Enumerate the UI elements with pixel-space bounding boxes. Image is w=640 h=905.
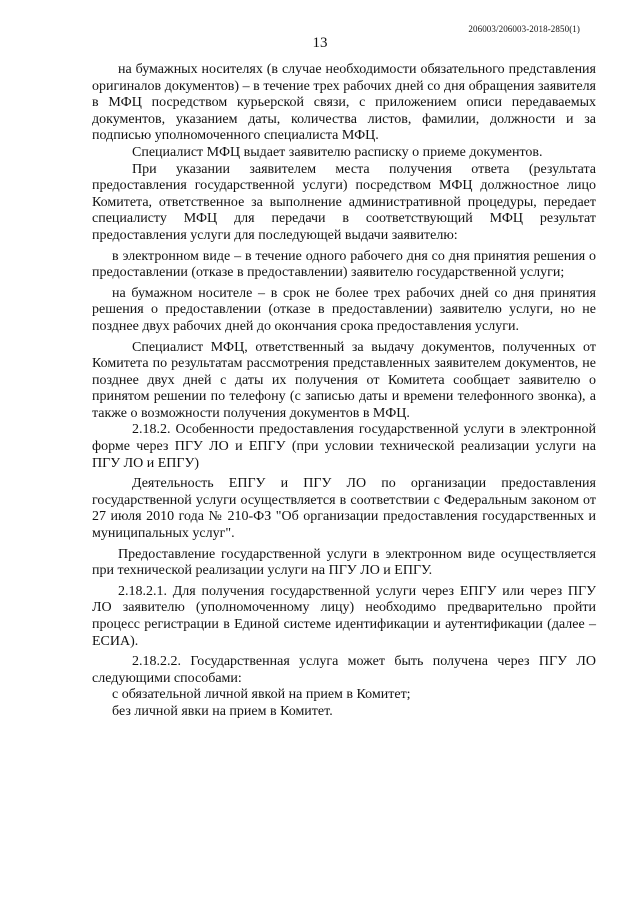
paragraph-2-18-2-2: 2.18.2.2. Государственная услуга может быть получена через ПГУ ЛО следующими способами: — [92, 654, 596, 686]
list-item-with-visit: с обязательной личной явкой на прием в Комитет; — [112, 687, 411, 703]
document-body — [92, 62, 596, 721]
list-item-without-visit: без личной явки на прием в Комитет. — [112, 703, 333, 719]
paragraph-mfc-specialist: Специалист МФЦ, ответственный за выдачу документов, полученных от Комитета по результатам рассмотрения представленных заявителем документов, не позднее двух дней с даты их получения от Комитета сообщает заявителю о принятом решении по телефону (с записью даты и времени телефонного звонка), а также о возможности получения документов в МФЦ. — [92, 339, 596, 421]
paragraph-epgu-activity: Деятельность ЕПГУ и ПГУ ЛО по организации предоставления государственной услуги осуществляется в соответствии с Федеральным законом от 27 июля 2010 года № 210-ФЗ "Об организации предоставления государственных и муниципальных услуг". — [92, 476, 596, 542]
paragraph-paper-delivery: на бумажных носителях (в случае необходимости обязательного представления оригиналов документов) – в течение трех рабочих дней со дня обращения заявителя в МФЦ посредством курьерской связи, с приложением описи передаваемых документов, указанием даты, количества листов, фамилии, должности и за подписью уполномоченного специалиста МФЦ. — [92, 62, 596, 144]
paragraph-2-18-2-1: 2.18.2.1. Для получения государственной услуги через ЕПГУ или через ПГУ ЛО заявителю (уполномоченному лицу) необходимо предварительно пройти процесс регистрации в Единой системе идентификации и аутентификации (далее – ЕСИА). — [92, 583, 596, 649]
list-item-electronic: в электронном виде – в течение одного рабочего дня со дня принятия решения о предоставлении (отказе в предоставлении) заявителю государственной услуги; — [92, 248, 596, 281]
page-number: 13 — [312, 35, 328, 51]
section-heading-2-18-2: 2.18.2. Особенности предоставления государственной услуги в электронной форме через ПГУ ЛО и ЕПГУ (при условии технической реализации услуги на ПГУ ЛО и ЕПГУ) — [92, 422, 596, 471]
paragraph-electronic-provision: Предоставление государственной услуги в электронном виде осуществляется при технической реализации услуги на ПГУ ЛО и ЕПГУ. — [92, 546, 596, 579]
paragraph-mfc-result: При указании заявителем места получения ответа (результата предоставления государственной услуги) посредством МФЦ должностное лицо Комитета, ответственное за выполнение административной процедуры, передает специалисту МФЦ для передачи в соответствующий МФЦ результат предоставления услуги для последующей выдачи заявителю: — [92, 161, 596, 243]
list-item-paper: на бумажном носителе – в срок не более трех рабочих дней со дня принятия решения о предоставлении (отказе в предоставлении) заявителю услуги, но не позднее двух рабочих дней до окончания срока предоставления услуги. — [92, 285, 596, 334]
document-id: 206003/206003-2018-2850(1) — [468, 24, 580, 34]
paragraph-receipt: Специалист МФЦ выдает заявителю расписку о приеме документов. — [132, 144, 543, 160]
